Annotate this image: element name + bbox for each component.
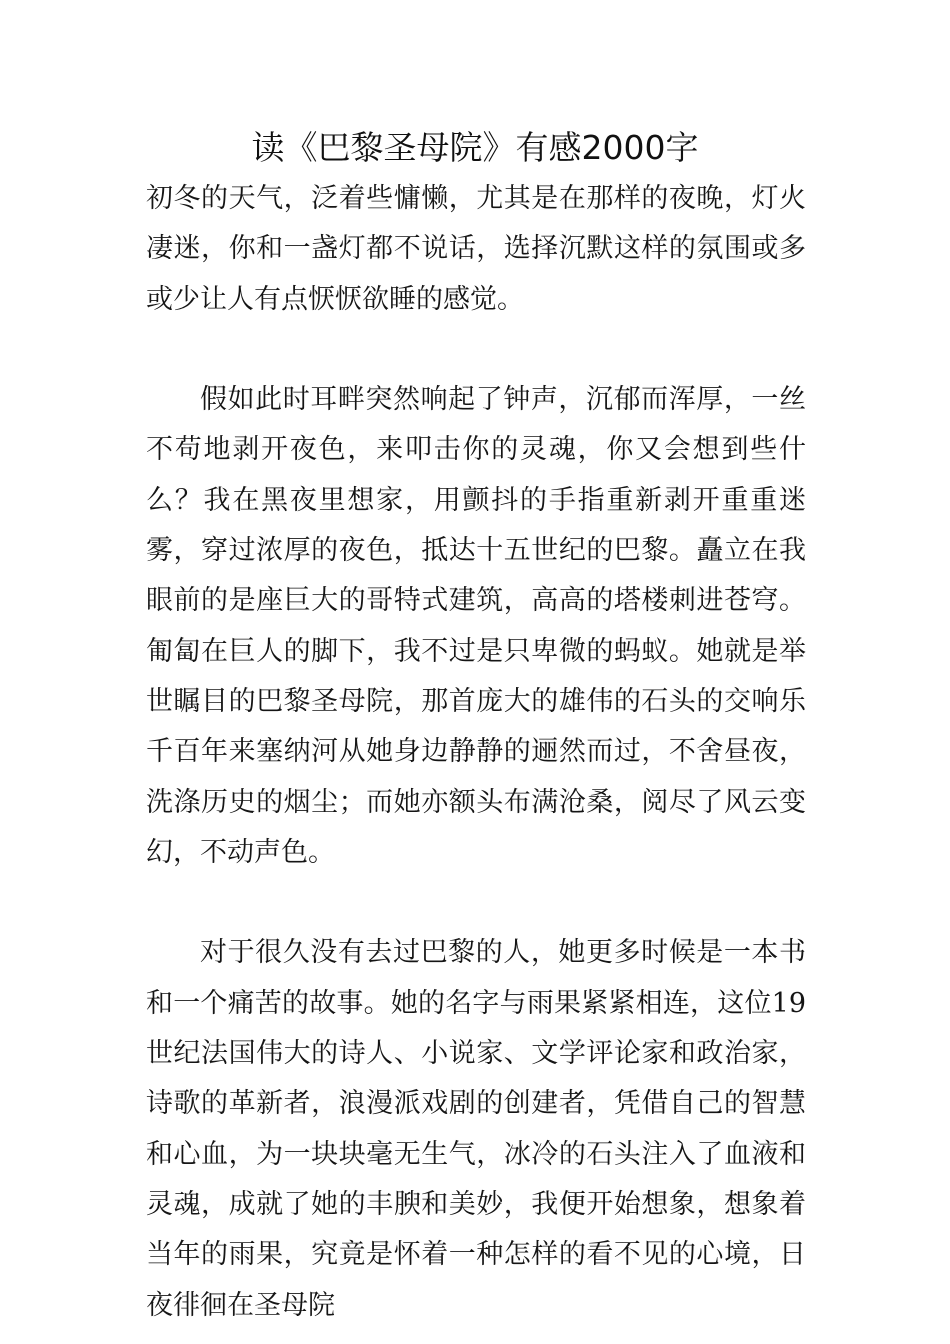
document-body xyxy=(146,174,806,1331)
paragraph-spacer xyxy=(146,325,806,375)
document-title: 读《巴黎圣母院》有感2000字 xyxy=(251,128,699,167)
paragraph-1: 初冬的天气，泛着些慵懒，尤其是在那样的夜晚，灯火凄迷，你和一盏灯都不说话，选择沉默这样的氛围或多或少让人有点恹恹欲睡的感觉。 xyxy=(146,183,806,315)
paragraph-3: 对于很久没有去过巴黎的人，她更多时候是一本书和一个痛苦的故事。她的名字与雨果紧紧相连，这位19世纪法国伟大的诗人、小说家、文学评论家和政治家，诗歌的革新者，浪漫派戏剧的创建者，凭借自己的智慧和心血，为一块块毫无生气，冰冷的石头注入了血液和灵魂，成就了她的丰腴和美妙，我便开始想象，想象着当年的雨果，究竟是怀着一种怎样的看不见的心境，日夜徘徊在圣母院 xyxy=(146,937,806,1321)
paragraph-2: 假如此时耳畔突然响起了钟声，沉郁而浑厚，一丝不苟地剥开夜色，来叩击你的灵魂，你又会想到些什么？我在黑夜里想家，用颤抖的手指重新剥开重重迷雾，穿过浓厚的夜色，抵达十五世纪的巴黎。矗立在我眼前的是座巨大的哥特式建筑，高高的塔楼刺进苍穹。匍匐在巨人的脚下，我不过是只卑微的蚂蚁。她就是举世瞩目的巴黎圣母院，那首庞大的雄伟的石头的交响乐千百年来塞纳河从她身边静静的逦然而过，不舍昼夜，洗涤历史的烟尘；而她亦额头布满沧桑，阅尽了风云变幻，不动声色。 xyxy=(146,384,806,868)
paragraph-spacer xyxy=(146,878,806,928)
